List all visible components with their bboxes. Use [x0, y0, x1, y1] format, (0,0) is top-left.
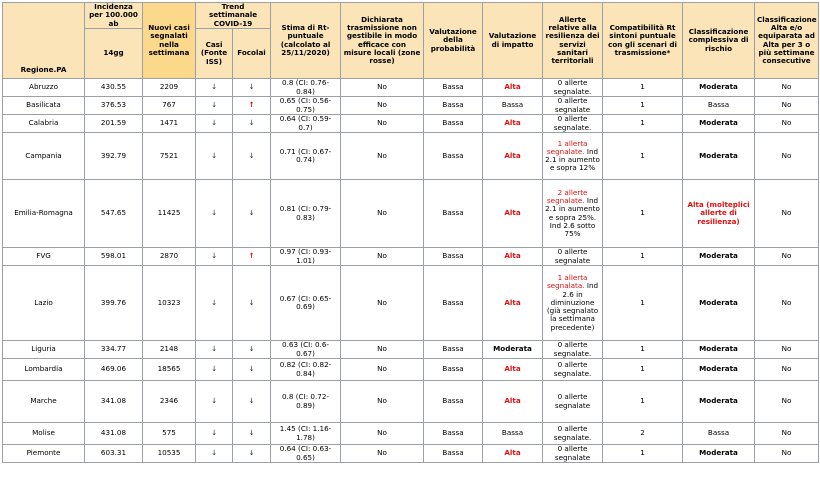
cell-incidenza: 201.59 — [85, 115, 143, 133]
cell-classificazione: Moderata — [683, 79, 755, 97]
cell-val-impatto: Alta — [483, 133, 543, 180]
cell-val-impatto: Alta — [483, 445, 543, 463]
allerte-text: 0 allerte segnalate — [554, 247, 591, 265]
cell-classificazione-alta: No — [755, 341, 819, 359]
cell-stima-rt: 0.8 (CI: 0.72-0.89) — [271, 381, 341, 423]
cell-trend-focolai: ↓ — [233, 266, 271, 341]
allerte-text: Ind 2.1 in aumento e sopra 12% — [545, 146, 600, 173]
cell-nuovi-casi: 2209 — [143, 79, 196, 97]
cell-regione: Liguria — [3, 341, 85, 359]
allerte-text: Ind 2.1 in aumento e sopra 25%. Ind 2.6 sotto 75% — [545, 196, 600, 238]
cell-trend-focolai: ↓ — [233, 341, 271, 359]
cell-stima-rt: 0.71 (CI: 0.67-0.74) — [271, 133, 341, 180]
cell-val-prob: Bassa — [424, 381, 483, 423]
cell-compatibilita: 2 — [603, 423, 683, 445]
cell-compatibilita: 1 — [603, 381, 683, 423]
cell-val-prob: Bassa — [424, 266, 483, 341]
cell-nuovi-casi: 7521 — [143, 133, 196, 180]
header-trend: Trend settimanale COVID-19 — [196, 3, 271, 29]
cell-dichiarata: No — [341, 423, 424, 445]
cell-val-prob: Bassa — [424, 423, 483, 445]
cell-classificazione-alta: No — [755, 445, 819, 463]
cell-regione: Campania — [3, 133, 85, 180]
cell-val-impatto: Alta — [483, 79, 543, 97]
cell-val-prob: Bassa — [424, 180, 483, 248]
header-incidenza: Incidenza per 100.000 ab — [85, 3, 143, 29]
allerte-text: 0 allerte segnalate — [554, 392, 591, 410]
cell-regione: Emilia-Romagna — [3, 180, 85, 248]
header-dichiarata: Dichiarata trasmissione non gestibile in modo efficace con misure locali (zone rosse) — [341, 3, 424, 79]
cell-dichiarata: No — [341, 115, 424, 133]
allerte-text: 0 allerte segnalate. — [553, 78, 592, 96]
cell-regione: FVG — [3, 248, 85, 266]
cell-incidenza: 376.53 — [85, 97, 143, 115]
cell-allerte — [543, 423, 603, 445]
cell-dichiarata: No — [341, 180, 424, 248]
cell-nuovi-casi: 2346 — [143, 381, 196, 423]
cell-compatibilita: 1 — [603, 133, 683, 180]
cell-trend-casi: ↓ — [196, 248, 233, 266]
table-row — [3, 133, 819, 180]
header-nuovi-casi: Nuovi casi segnalati nella settimana — [143, 3, 196, 79]
cell-compatibilita: 1 — [603, 115, 683, 133]
cell-trend-casi: ↓ — [196, 266, 233, 341]
cell-regione: Piemonte — [3, 445, 85, 463]
cell-trend-focolai: ↓ — [233, 115, 271, 133]
cell-nuovi-casi: 1471 — [143, 115, 196, 133]
cell-compatibilita: 1 — [603, 341, 683, 359]
cell-dichiarata: No — [341, 341, 424, 359]
cell-val-impatto: Moderata — [483, 341, 543, 359]
cell-trend-focolai: ↓ — [233, 423, 271, 445]
allerte-text: 0 allerte segnalate. — [553, 114, 592, 132]
cell-classificazione: Bassa — [683, 97, 755, 115]
cell-val-impatto: Alta — [483, 266, 543, 341]
allerte-text: Ind 2.6 in diminuzione (già segnalato la settimana precedente) — [546, 281, 599, 332]
cell-incidenza: 431.08 — [85, 423, 143, 445]
cell-dichiarata: No — [341, 248, 424, 266]
cell-allerte — [543, 79, 603, 97]
cell-classificazione-alta: No — [755, 359, 819, 381]
cell-val-prob: Bassa — [424, 359, 483, 381]
cell-allerte — [543, 266, 603, 341]
cell-trend-casi: ↓ — [196, 341, 233, 359]
allerte-count: 2 allerte segnalate. — [546, 187, 588, 206]
cell-dichiarata: No — [341, 97, 424, 115]
cell-trend-casi: ↓ — [196, 423, 233, 445]
cell-nuovi-casi: 18565 — [143, 359, 196, 381]
cell-stima-rt: 0.82 (CI: 0.82-0.84) — [271, 359, 341, 381]
cell-stima-rt: 0.67 (CI: 0.65-0.69) — [271, 266, 341, 341]
header-allerte: Allerte relative alla resilienza dei servizi sanitari territoriali — [543, 3, 603, 79]
cell-classificazione: Moderata — [683, 133, 755, 180]
cell-classificazione: Moderata — [683, 359, 755, 381]
allerte-text: 0 allerte segnalate. — [553, 424, 592, 442]
cell-compatibilita: 1 — [603, 248, 683, 266]
cell-stima-rt: 0.64 (CI: 0.63-0.65) — [271, 445, 341, 463]
cell-incidenza: 334.77 — [85, 341, 143, 359]
cell-stima-rt: 0.64 (CI: 0.59-0.7) — [271, 115, 341, 133]
cell-nuovi-casi: 575 — [143, 423, 196, 445]
header-regione: Regione.PA — [3, 3, 85, 79]
table-row — [3, 97, 819, 115]
cell-regione: Lazio — [3, 266, 85, 341]
allerte-text: 0 allerte segnalate — [554, 444, 591, 462]
cell-classificazione: Moderata — [683, 341, 755, 359]
header-trend-casi: Casi (Fonte ISS) — [196, 29, 233, 79]
table-row — [3, 79, 819, 97]
cell-classificazione: Moderata — [683, 248, 755, 266]
cell-incidenza: 430.55 — [85, 79, 143, 97]
cell-stima-rt: 1.45 (CI: 1.16-1.78) — [271, 423, 341, 445]
cell-allerte — [543, 359, 603, 381]
cell-stima-rt: 0.81 (CI: 0.79-0.83) — [271, 180, 341, 248]
cell-classificazione: Bassa — [683, 423, 755, 445]
table-row — [3, 266, 819, 341]
cell-trend-casi: ↓ — [196, 180, 233, 248]
cell-trend-casi: ↓ — [196, 115, 233, 133]
table-row — [3, 115, 819, 133]
cell-trend-casi: ↓ — [196, 381, 233, 423]
cell-incidenza: 392.79 — [85, 133, 143, 180]
cell-regione: Molise — [3, 423, 85, 445]
cell-classificazione: Moderata — [683, 445, 755, 463]
header-val-impatto: Valutazione di impatto — [483, 3, 543, 79]
cell-nuovi-casi: 11425 — [143, 180, 196, 248]
cell-val-impatto: Alta — [483, 115, 543, 133]
cell-dichiarata: No — [341, 266, 424, 341]
cell-classificazione-alta: No — [755, 248, 819, 266]
cell-val-impatto: Alta — [483, 180, 543, 248]
header-incidenza-sub: 14gg — [85, 29, 143, 79]
cell-trend-casi: ↓ — [196, 445, 233, 463]
cell-allerte — [543, 248, 603, 266]
table-body — [3, 79, 819, 463]
cell-allerte — [543, 180, 603, 248]
cell-val-impatto: Alta — [483, 248, 543, 266]
allerte-text: 0 allerte segnalate. — [553, 340, 592, 358]
cell-trend-focolai: ↓ — [233, 79, 271, 97]
cell-trend-focolai: ↑ — [233, 248, 271, 266]
cell-dichiarata: No — [341, 359, 424, 381]
cell-compatibilita: 1 — [603, 266, 683, 341]
allerte-count: 1 allerta segnalata. — [546, 273, 588, 291]
cell-classificazione-alta: No — [755, 381, 819, 423]
cell-val-prob: Bassa — [424, 248, 483, 266]
cell-stima-rt: 0.97 (CI: 0.93-1.01) — [271, 248, 341, 266]
cell-classificazione: Moderata — [683, 115, 755, 133]
cell-val-impatto: Bassa — [483, 97, 543, 115]
cell-trend-casi: ↓ — [196, 97, 233, 115]
header-stima-rt: Stima di Rt-puntuale (calcolato al 25/11/2020) — [271, 3, 341, 79]
cell-allerte — [543, 97, 603, 115]
cell-incidenza: 341.08 — [85, 381, 143, 423]
cell-regione: Calabria — [3, 115, 85, 133]
cell-trend-focolai: ↓ — [233, 133, 271, 180]
cell-val-prob: Bassa — [424, 133, 483, 180]
cell-compatibilita: 1 — [603, 445, 683, 463]
cell-incidenza: 399.76 — [85, 266, 143, 341]
header-classificazione: Classificazione complessiva di rischio — [683, 3, 755, 79]
cell-dichiarata: No — [341, 445, 424, 463]
cell-classificazione-alta: No — [755, 133, 819, 180]
allerte-text: 0 allerte segnalate — [554, 96, 591, 114]
table-row — [3, 359, 819, 381]
cell-val-prob: Bassa — [424, 97, 483, 115]
table-row — [3, 381, 819, 423]
cell-regione: Abruzzo — [3, 79, 85, 97]
cell-classificazione-alta: No — [755, 79, 819, 97]
cell-val-impatto: Alta — [483, 381, 543, 423]
cell-classificazione-alta: No — [755, 115, 819, 133]
cell-val-prob: Bassa — [424, 115, 483, 133]
cell-trend-focolai: ↓ — [233, 381, 271, 423]
cell-regione: Basilicata — [3, 97, 85, 115]
cell-regione: Lombardia — [3, 359, 85, 381]
cell-compatibilita: 1 — [603, 97, 683, 115]
table-row — [3, 445, 819, 463]
cell-classificazione-alta: No — [755, 266, 819, 341]
header-classificazione-alta: Classificazione Alta e/o equiparata ad Alta per 3 o più settimane consecutive — [755, 3, 819, 79]
cell-classificazione-alta: No — [755, 97, 819, 115]
cell-classificazione: Moderata — [683, 381, 755, 423]
cell-val-prob: Bassa — [424, 445, 483, 463]
cell-stima-rt: 0.8 (CI: 0.76-0.84) — [271, 79, 341, 97]
header-compatibilita: Compatibilità Rt sintoni puntuale con gli scenari di trasmissione* — [603, 3, 683, 79]
cell-val-impatto: Bassa — [483, 423, 543, 445]
cell-incidenza: 603.31 — [85, 445, 143, 463]
cell-classificazione-alta: No — [755, 423, 819, 445]
cell-incidenza: 598.01 — [85, 248, 143, 266]
cell-compatibilita: 1 — [603, 180, 683, 248]
cell-trend-focolai: ↑ — [233, 97, 271, 115]
cell-nuovi-casi: 10535 — [143, 445, 196, 463]
cell-allerte — [543, 133, 603, 180]
cell-dichiarata: No — [341, 133, 424, 180]
cell-dichiarata: No — [341, 381, 424, 423]
cell-val-prob: Bassa — [424, 79, 483, 97]
cell-nuovi-casi: 2148 — [143, 341, 196, 359]
cell-allerte — [543, 445, 603, 463]
header-val-prob: Valutazione della probabilità — [424, 3, 483, 79]
cell-classificazione: Moderata — [683, 266, 755, 341]
cell-incidenza: 469.06 — [85, 359, 143, 381]
risk-table — [2, 2, 819, 463]
cell-nuovi-casi: 2870 — [143, 248, 196, 266]
table-row — [3, 248, 819, 266]
cell-compatibilita: 1 — [603, 79, 683, 97]
cell-nuovi-casi: 10323 — [143, 266, 196, 341]
cell-stima-rt: 0.65 (CI: 0.56-0.75) — [271, 97, 341, 115]
cell-dichiarata: No — [341, 79, 424, 97]
cell-stima-rt: 0.63 (CI: 0.6-0.67) — [271, 341, 341, 359]
cell-allerte — [543, 341, 603, 359]
cell-trend-casi: ↓ — [196, 79, 233, 97]
table-row — [3, 341, 819, 359]
table-row — [3, 423, 819, 445]
cell-trend-casi: ↓ — [196, 359, 233, 381]
cell-classificazione: Alta (molteplici allerte di resilienza) — [683, 180, 755, 248]
cell-classificazione-alta: No — [755, 180, 819, 248]
allerte-count: 1 allerta segnalate. — [546, 138, 588, 156]
cell-trend-focolai: ↓ — [233, 180, 271, 248]
cell-trend-focolai: ↓ — [233, 359, 271, 381]
allerte-text: 0 allerte segnalate. — [553, 360, 592, 378]
table-row — [3, 180, 819, 248]
cell-val-impatto: Alta — [483, 359, 543, 381]
cell-incidenza: 547.65 — [85, 180, 143, 248]
cell-val-prob: Bassa — [424, 341, 483, 359]
cell-trend-casi: ↓ — [196, 133, 233, 180]
cell-regione: Marche — [3, 381, 85, 423]
cell-trend-focolai: ↓ — [233, 445, 271, 463]
cell-allerte — [543, 115, 603, 133]
cell-nuovi-casi: 767 — [143, 97, 196, 115]
cell-allerte — [543, 381, 603, 423]
header-trend-focolai: Focolai — [233, 29, 271, 79]
cell-compatibilita: 1 — [603, 359, 683, 381]
